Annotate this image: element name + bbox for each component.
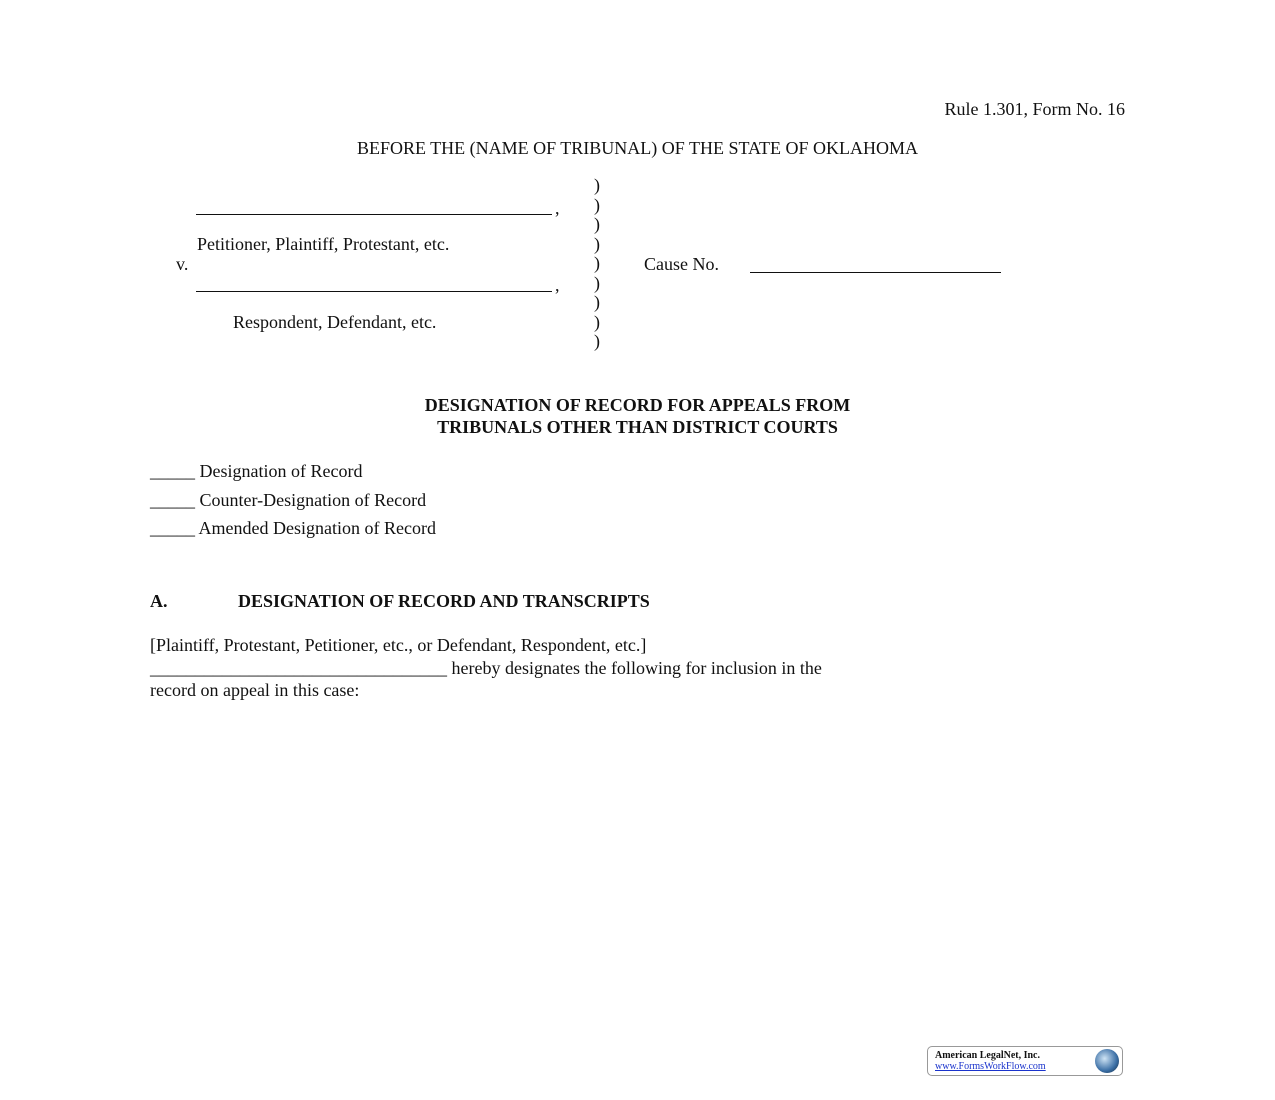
petitioner-label: Petitioner, Plaintiff, Protestant, etc. — [197, 234, 450, 254]
section-letter: A. — [150, 591, 168, 611]
section-heading: DESIGNATION OF RECORD AND TRANSCRIPTS — [238, 591, 650, 611]
body-line-2: _________________________________ hereby designates the following for inclusion in the — [150, 658, 822, 678]
option-amended-designation[interactable]: _____ Amended Designation of Record — [150, 518, 436, 538]
body-line-1: [Plaintiff, Protestant, Petitioner, etc., or Defendant, Respondent, etc.] — [150, 635, 647, 655]
body-line-3: record on appeal in this case: — [150, 680, 360, 700]
globe-icon — [1095, 1049, 1119, 1073]
petitioner-name-line[interactable] — [196, 214, 552, 215]
logo-name: American LegalNet, Inc. — [935, 1050, 1040, 1061]
form-title-line-2: TRIBUNALS OTHER THAN DISTRICT COURTS — [437, 417, 838, 437]
form-title-line-1: DESIGNATION OF RECORD FOR APPEALS FROM — [424, 395, 851, 415]
option-counter-designation[interactable]: _____ Counter-Designation of Record — [150, 490, 427, 510]
logo-url[interactable]: www.FormsWorkFlow.com — [935, 1061, 1046, 1072]
cause-no-label: Cause No. — [644, 254, 719, 274]
rule-reference: Rule 1.301, Form No. 16 — [944, 99, 1125, 119]
american-legalnet-logo[interactable] — [927, 1046, 1123, 1076]
comma: , — [555, 198, 560, 218]
court-heading: BEFORE THE (NAME OF TRIBUNAL) OF THE STATE OF OKLAHOMA — [356, 138, 919, 158]
versus: v. — [176, 254, 189, 274]
respondent-name-line[interactable] — [196, 291, 552, 292]
comma: , — [555, 275, 560, 295]
respondent-label: Respondent, Defendant, etc. — [233, 312, 437, 332]
cause-no-line[interactable] — [750, 272, 1001, 273]
caption-parens: ) ) ) ) ) ) ) ) ) — [594, 175, 600, 351]
option-designation[interactable]: _____ Designation of Record — [150, 461, 363, 481]
